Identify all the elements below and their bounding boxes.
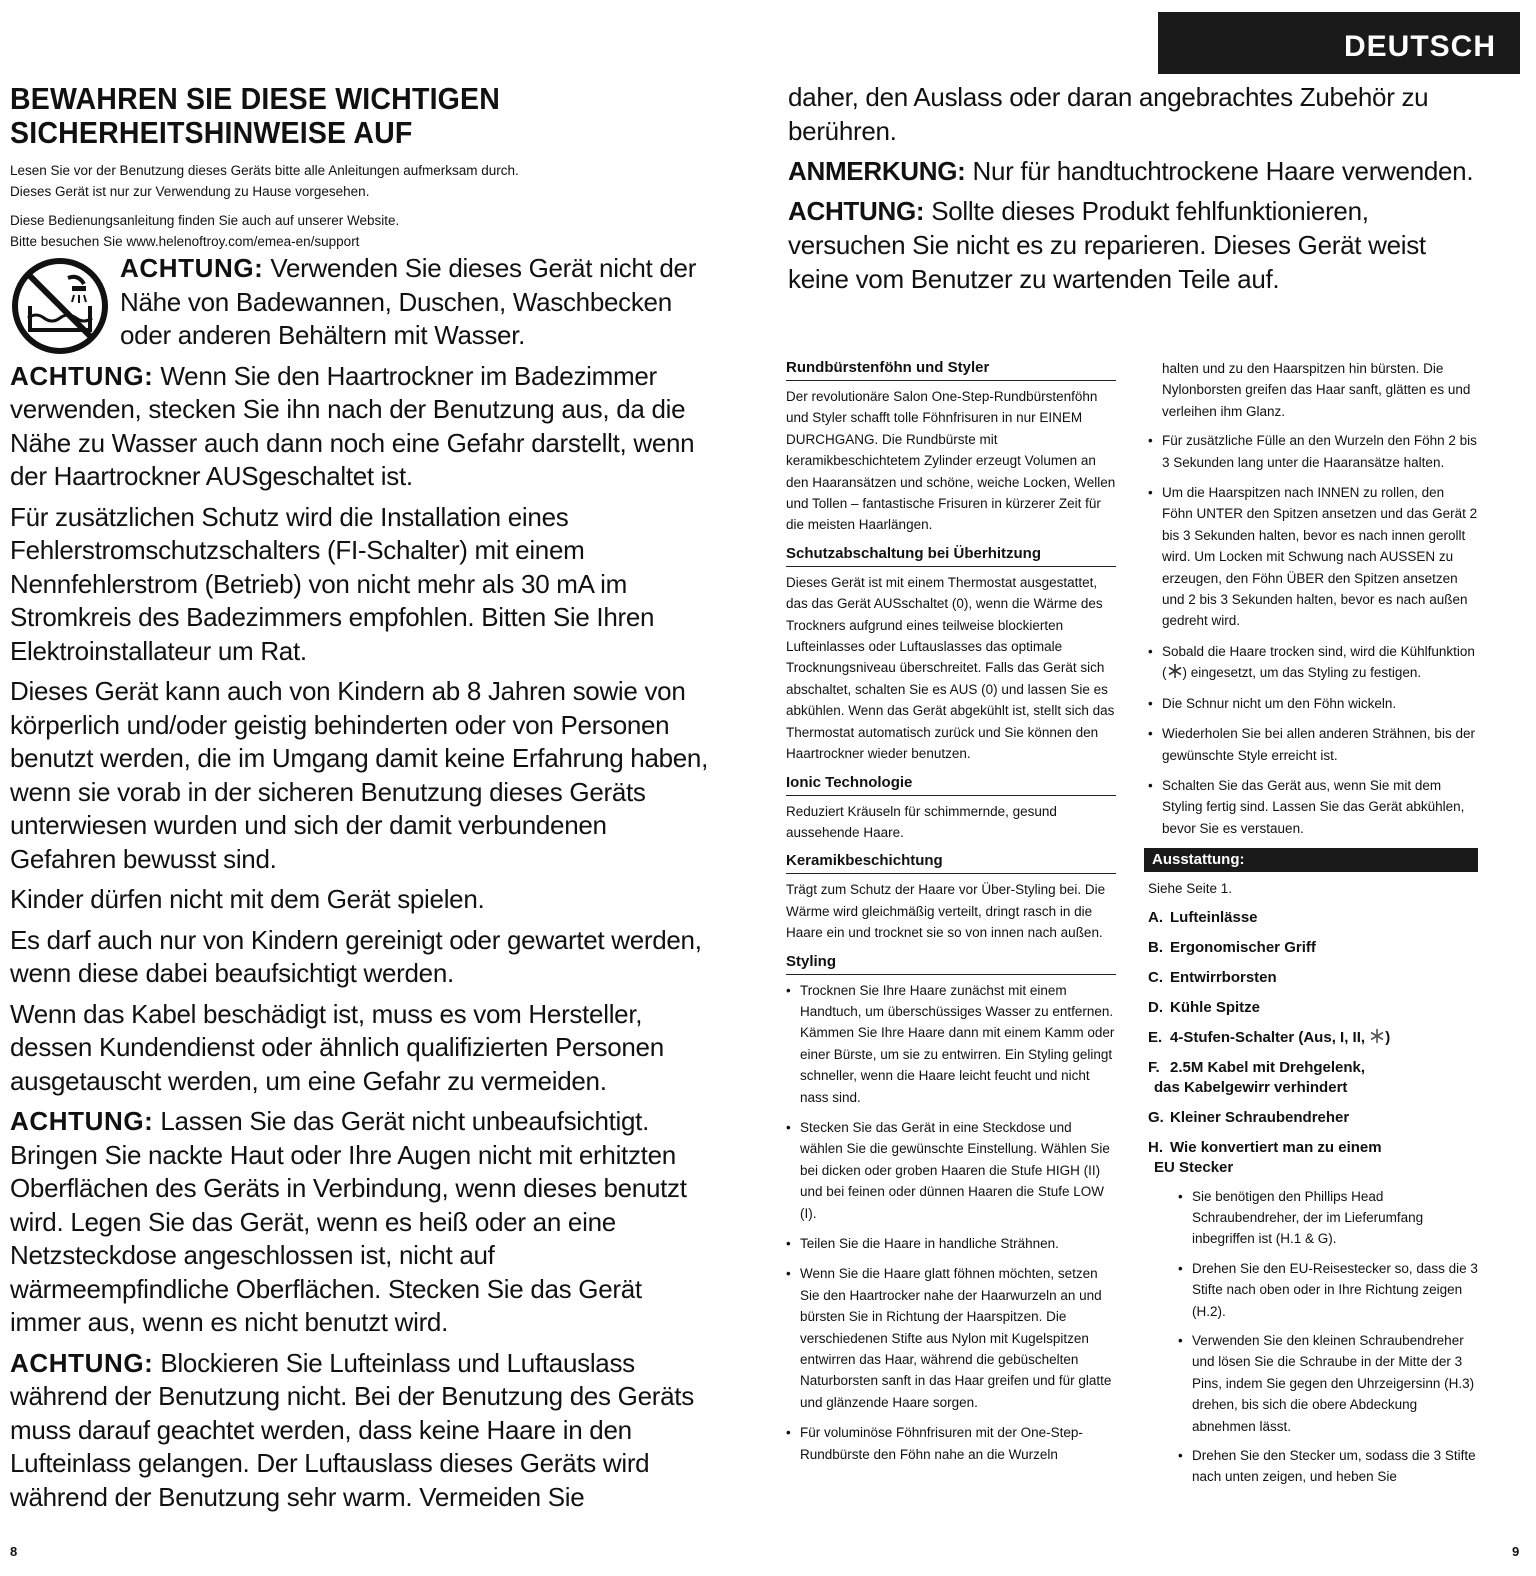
right-top-section [788, 80, 1478, 302]
feature-item: B. Ergonomischer Griff [1148, 938, 1316, 956]
list-item: • Sie benötigen den Phillips Head Schraubendreher, der im Lieferumfang inbegriffen ist (H.1 & G). [1178, 1186, 1478, 1250]
instructions-column [1148, 358, 1478, 1496]
section-title: Rundbürstenföhn und Styler [786, 358, 1116, 381]
feature-item: A. Lufteinlässe [1148, 908, 1258, 926]
note: ANMERKUNG: Nur für handtuchtrockene Haare verwenden. [788, 156, 1474, 186]
continuation-text: halten und zu den Haarspitzen hin bürsten. Die Nylonborsten greifen das Haar sanft, glätten es und verleihen ihm Glanz. [1162, 361, 1471, 419]
page-number-right: 9 [1512, 1544, 1520, 1559]
features-see-page: Siehe Seite 1. [1148, 881, 1233, 897]
feature-item: D. Kühle Spitze [1148, 998, 1261, 1016]
list-item: • Wenn Sie die Haare glatt föhnen möchten, setzen Sie den Haartrocker nahe der Haarwurzeln an und bürsten Sie in Richtung der Haarspitzen. Die verschiedenen Stifte aus Nylon mit Kugelspitzen entwirren das Haar, während die gebüschelten Naturborsten sanft in das Haar greifen und für glatte und glänzende Haare sorgen. [786, 1263, 1116, 1413]
list-item: • Teilen Sie die Haare in handliche Strähnen. [786, 1233, 1116, 1254]
list-item: • Wiederholen Sie bei allen anderen Strähnen, bis der gewünschte Style erreicht ist. [1148, 723, 1478, 766]
unplug-warning: ACHTUNG: Wenn Sie den Haartrockner im Badezimmer verwenden, stecken Sie ihn nach der Benutzung aus, da die Nähe zu Wasser auch dann noch eine Gefahr darstellt, wenn der Haartrockner AUSgeschaltet ist. [10, 360, 695, 491]
children-cleaning-notice: Es darf auch nur von Kindern gereinigt oder gewartet werden, wenn diese dabei beaufsichtigt werden. [10, 924, 702, 988]
section-text: Reduziert Kräuseln für schimmernde, gesund aussehende Haare. [786, 803, 1057, 840]
section-text: Trägt zum Schutz der Haare vor Über-Styling bei. Die Wärme wird gleichmäßig verteilt, dringt rasch in die Haare ein und trocknet sie so von innen nach außen. [786, 882, 1106, 941]
left-column [10, 82, 710, 1521]
intro-text: Dieses Gerät ist nur zur Verwendung zu Hause vorgesehen. [10, 184, 370, 199]
styling-list [786, 980, 1116, 1466]
section-text: Der revolutionäre Salon One-Step-Rundbürstenföhn und Styler schafft tolle Föhnfrisuren in nur EINEM DURCHGANG. Die Rundbürste mit keramikbeschichtetem Zylinder erzeugt Volumen an den Haaransätzen und schöne, weiche Locken, Wellen und Tollen – fantastische Frisuren in kürzerer Zeit für die meisten Haarlängen. [786, 389, 1116, 533]
list-item: • Die Schnur nicht um den Föhn wickeln. [1148, 693, 1478, 714]
feature-item: C. Entwirrborsten [1148, 968, 1277, 986]
plug-conversion-steps [1178, 1186, 1478, 1488]
no-water-near-bath-icon [10, 256, 110, 356]
list-item: • Drehen Sie den Stecker um, sodass die 3 Stifte nach unten zeigen, und heben Sie [1178, 1445, 1478, 1488]
section-title: Ionic Technologie [786, 773, 1116, 796]
list-item: • Trocknen Sie Ihre Haare zunächst mit einem Handtuch, um überschüssiges Wasser zu entfernen. Kämmen Sie Ihre Haare dann mit einem Kamm oder einer Bürste, um sie zu entwirren. Ein Styling gelingt schneller, wenn die Haare leicht feucht und nicht nass sind. [786, 980, 1116, 1108]
children-notice: Dieses Gerät kann auch von Kindern ab 8 Jahren sowie von körperlich und/oder geistig behinderten oder von Personen benutzt werden, die im Umgang damit keine Erfahrung haben, wenn sie vorab in der sicheren Benutzung dieses Geräts unterwiesen wurden und sich der damit verbundenen Gefahren bewusst sind. [10, 676, 709, 874]
features-title: Ausstattung: [1144, 848, 1478, 872]
section-title: Styling [786, 952, 1116, 975]
list-item: • Drehen Sie den EU-Reisestecker so, dass die 3 Stifte nach oben oder in Ihre Richtung zeigen (H.2). [1178, 1258, 1478, 1322]
feature-item: G. Kleiner Schraubendreher [1148, 1108, 1350, 1126]
features-column [786, 358, 1116, 1474]
block-warning: ACHTUNG: Blockieren Sie Lufteinlass und Luftauslass während der Benutzung nicht. Bei der Benutzung des Geräts muss darauf geachtet werden, dass keine Haare in den Lufteinlass gelangen. Der Luftauslass dieses Geräts wird während der Benutzung sehr warm. Vermeiden Sie [10, 1347, 694, 1512]
section-text: Dieses Gerät ist mit einem Thermostat ausgestattet, das das Gerät AUSschaltet (0), wenn die Wärme des Trockners aufgrund eines teilweise blockierten Lufteinlasses oder Luftauslasses das optimale Trocknungsniveau überschreitet. Falls das Gerät sich abschaltet, schalten Sie es AUS (0) und lassen Sie es abkühlen. Wenn das Gerät abgekühlt ist, stellt sich das Thermostat automatisch zurück und Sie können den Haartrockner wieder benutzen. [786, 574, 1115, 762]
bath-warning: ACHTUNG: Verwenden Sie dieses Gerät nicht der Nähe von Badewannen, Duschen, Waschbecken oder anderen Behältern mit Wasser. [10, 256, 710, 360]
intro-text: Lesen Sie vor der Benutzung dieses Geräts bitte alle Anleitungen aufmerksam durch. [10, 163, 519, 178]
cable-notice: Wenn das Kabel beschädigt ist, muss es vom Hersteller, dessen Kundendienst oder ähnlich qualifizierten Personen ausgetauscht werden, um eine Gefahr zu vermeiden. [10, 998, 664, 1096]
children-play-notice: Kinder dürfen nicht mit dem Gerät spielen. [10, 884, 485, 914]
list-item: • Stecken Sie das Gerät in eine Steckdose und wählen Sie die gewünschte Einstellung. Wählen Sie bei dicken oder groben Haaren die Stufe HIGH (II) und bei feinen oder dünnen Haaren die Stufe LOW (I). [786, 1117, 1116, 1224]
snowflake-icon [1369, 1028, 1385, 1044]
styling-list-cont [1148, 430, 1478, 839]
language-tab [1158, 12, 1520, 74]
list-item: • Um die Haarspitzen nach INNEN zu rollen, den Föhn UNTER den Spitzen ansetzen und das Gerät 2 bis 3 Sekunden halten, bevor es nach innen gerollt wird. Um Locken mit Schwung nach AUSSEN zu erzeugen, den Föhn ÜBER den Spitzen ansetzen und 2 bis 3 Sekunden halten, bevor es nach außen gedreht wird. [1148, 482, 1478, 632]
list-item: • Schalten Sie das Gerät aus, wenn Sie mit dem Styling fertig sind. Lassen Sie das Gerät abkühlen, bevor Sie es verstauen. [1148, 775, 1478, 839]
rcd-notice: Für zusätzlichen Schutz wird die Installation eines Fehlerstromschutzschalters (FI-Schalter) mit einem Nennfehlerstrom (Betrieb) von nicht mehr als 30 mA im Stromkreis des Badezimmers empfohlen. Bitten Sie Ihren Elektroinstallateur um Rat. [10, 501, 655, 666]
section-title: Keramikbeschichtung [786, 851, 1116, 874]
page-number-left: 8 [10, 1544, 18, 1559]
feature-item: H. Wie konvertiert man zu einem EU Stecker [1148, 1138, 1382, 1176]
intro-text: Diese Bedienungsanleitung finden Sie auch auf unserer Website. [10, 213, 400, 228]
language-label: DEUTSCH [1343, 30, 1496, 63]
list-item: • Verwenden Sie den kleinen Schraubendreher und lösen Sie die Schraube in der Mitte der 3 Pins, indem Sie gegen den Uhrzeigersinn (H.3) drehen, bis sich die obere Abdeckung abnehmen lässt. [1178, 1330, 1478, 1437]
snowflake-icon [1167, 663, 1183, 679]
repair-warning: ACHTUNG: Sollte dieses Produkt fehlfunktionieren, versuchen Sie nicht es zu reparieren. Dieses Gerät weist keine vom Benutzer zu wartenden Teile auf. [788, 196, 1426, 294]
continuation-text: daher, den Auslass oder daran angebrachtes Zubehör zu berühren. [788, 82, 1429, 146]
website-text: Bitte besuchen Sie www.helenoftroy.com/emea-en/support [10, 234, 360, 249]
feature-item: E. 4-Stufen-Schalter (Aus, I, II, ) [1148, 1028, 1391, 1046]
section-title: Schutzabschaltung bei Überhitzung [786, 544, 1116, 567]
list-item: • Für voluminöse Föhnfrisuren mit der One-Step-Rundbürste den Föhn nahe an die Wurzeln [786, 1422, 1116, 1465]
list-item: • Für zusätzliche Fülle an den Wurzeln den Föhn 2 bis 3 Sekunden lang unter die Haaransätze halten. [1148, 430, 1478, 473]
feature-item: F. 2.5M Kabel mit Drehgelenk, das Kabelgewirr verhindert [1148, 1058, 1366, 1096]
unattended-warning: ACHTUNG: Lassen Sie das Gerät nicht unbeaufsichtigt. Bringen Sie nackte Haut oder Ihre Augen nicht mit erhitzten Oberflächen des Geräts in Verbindung, wenn dieses benutzt wird. Legen Sie das Gerät, wenn es heiß oder an eine Netzsteckdose angeschlossen ist, nicht auf wärmeempfindliche Oberflächen. Stecken Sie das Gerät immer aus, wenn es nicht benutzt wird. [10, 1106, 687, 1337]
page-heading: BEWAHREN SIE DIESE WICHTIGEN SICHERHEITSHINWEISE AUF [10, 81, 501, 150]
list-item: • Sobald die Haare trocken sind, wird die Kühlfunktion ( ) eingesetzt, um das Styling zu festigen. [1148, 641, 1478, 684]
